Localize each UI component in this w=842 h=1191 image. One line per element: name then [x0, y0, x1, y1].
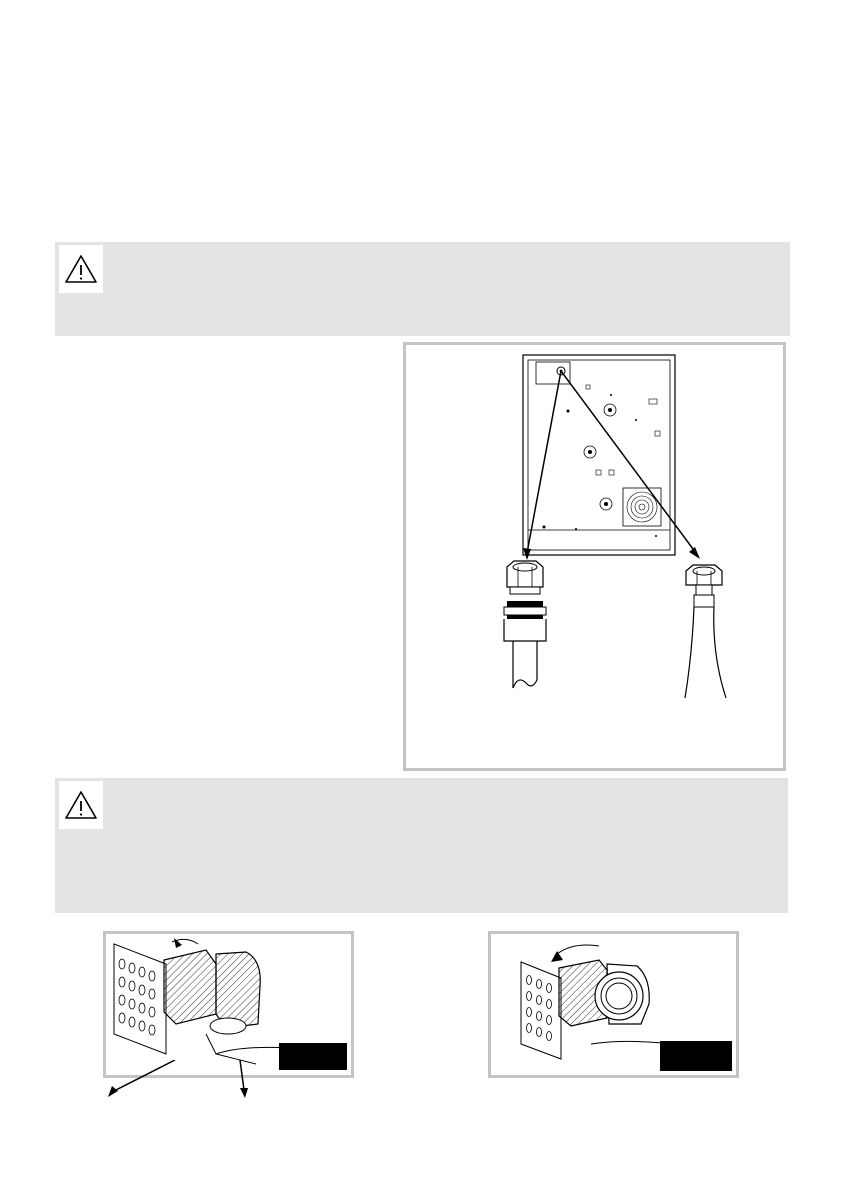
- warning-band-1: [55, 242, 790, 336]
- warning-icon-box: [59, 245, 103, 293]
- main-figure: [403, 342, 786, 771]
- warning-band-2: [55, 778, 788, 913]
- detail-pointer-arrows: [100, 1060, 300, 1100]
- warning-triangle-icon: [63, 253, 99, 285]
- warning-icon-box: [59, 781, 103, 829]
- connection-arrows: [523, 371, 700, 560]
- warning-triangle-icon: [63, 789, 99, 821]
- detail-figure-left: [103, 931, 354, 1078]
- black-label-tag: [660, 1041, 732, 1071]
- outlet-hose-connector: [685, 565, 726, 698]
- appliance-connection-drawing: [406, 345, 783, 768]
- perforated-plate: [521, 962, 561, 1059]
- fitting-section-drawing: [106, 934, 351, 1075]
- fitting-exterior-drawing: [491, 934, 736, 1075]
- nut-and-elbow: [551, 945, 691, 1046]
- perforated-plate: [114, 944, 166, 1054]
- inlet-connector: [504, 561, 546, 688]
- detail-figure-right: [488, 931, 739, 1078]
